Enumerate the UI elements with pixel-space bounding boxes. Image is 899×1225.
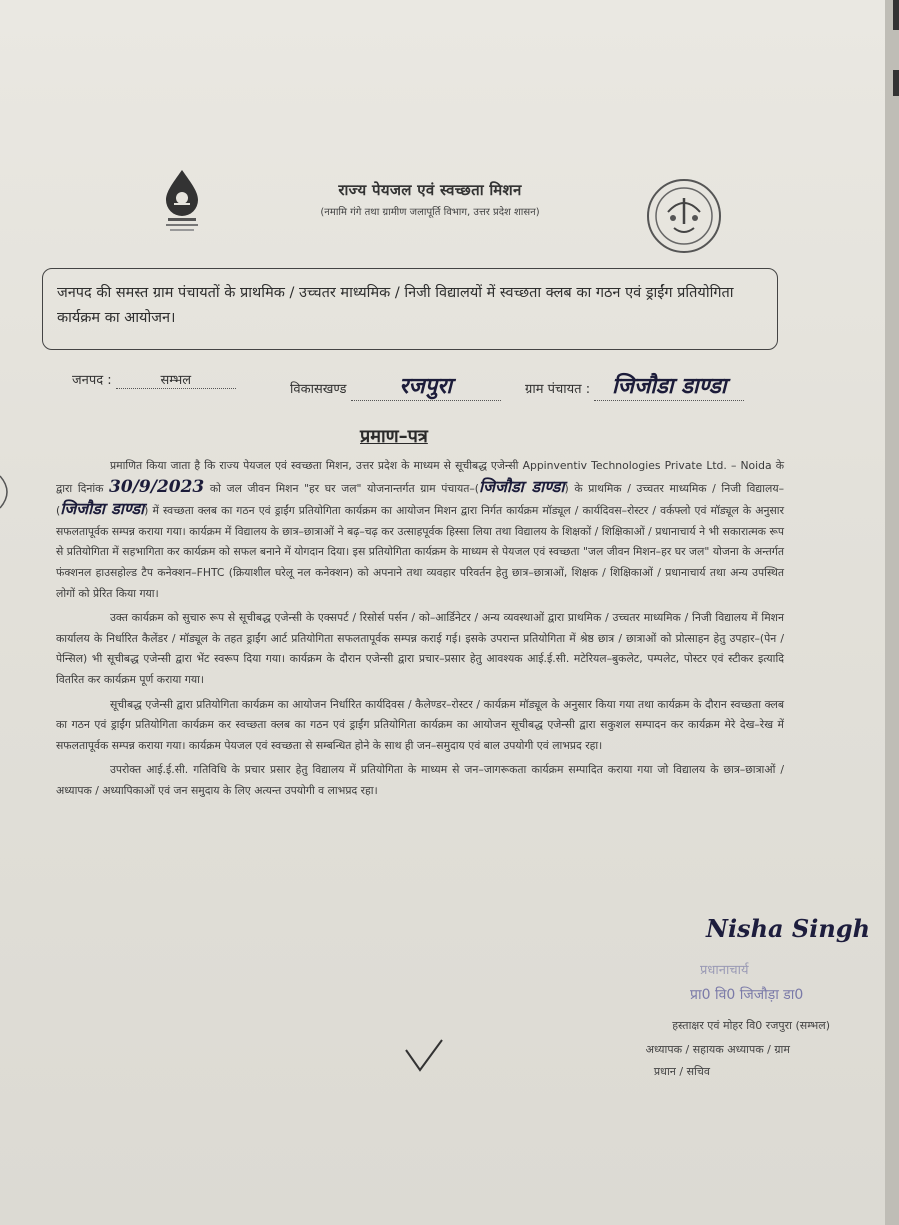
pen-mark (404, 1036, 444, 1076)
org-name: राज्य पेयजल एवं स्वच्छता मिशन (338, 181, 522, 199)
dept-name: (नमामि गंगे तथा ग्रामीण जलापूर्ति विभाग, उत्तर प्रदेश शासन) (320, 207, 540, 218)
block-value: रजपुरा (351, 370, 501, 401)
paragraph-2: उक्त कार्यक्रम को सुचारु रूप से सूचीबद्ध एजेन्सी के एक्सपर्ट / रिसोर्स पर्सन / को–आर्डिनेटर / अन्य व्यवस्थाओं द्वारा प्राथमिक / उच्चतर माध्यमिक / निजी विद्यालय में मिशन कार्यालय के निर्धारित कैलेंडर / मॉड्यूल के तहत ड्राईंग आर्ट प्रतियोगिता सफलतापूर्वक सम्पन्न कराई गई। इसके उपरान्त प्रतियोगिता में श्रेष्ठ छात्र / छात्राओं को प्रोत्साहन हेतु उपहार–(पेन / पेन्सिल) भी सूचीबद्ध एजेन्सी द्वारा भेंट स्वरूप दिया गया। कार्यक्रम के दौरान एजेन्सी द्वारा प्रचार–प्रसार हेतु आवश्यक आई.ई.सी. मटेरियल–बुकलेट, पम्पलेट, पोस्टर एवं स्टीकर इत्यादि वितरित कर कार्यक्रम पूर्ण कराया गया। (56, 611, 784, 686)
p1-text-b: को जल जीवन मिशन "हर घर जल" योजनान्तर्गत ग्राम पंचायत–( (209, 481, 480, 495)
paragraph-3: सूचीबद्ध एजेन्सी द्वारा प्रतियोगिता कार्यक्रम का आयोजन निर्धारित कार्यदिवस / कैलेण्डर–रोस्टर / कार्यक्रम मॉड्यूल के अनुसार किया गया तथा कार्यक्रम के दौरान स्वच्छता क्लब का गठन एवं ड्राईंग प्रतियोगिता कार्यक्रम कर स्वच्छता क्लब का गठन एवं ड्राईंग प्रतियोगिता कार्यक्रम का आयोजन सूचीबद्ध एजेन्सी द्वारा सकुशल सम्पादन कर कार्यक्रम मेरे देख–रेख में सफलतापूर्वक सम्पन्न कराया गया। कार्यक्रम पेयजल एवं स्वच्छता से सम्बन्धित होने के साथ ही जन–समुदाय एवं बाल उपयोगी एवं लाभप्रद रहा। (56, 697, 784, 752)
jal-jeevan-mission-logo (158, 168, 206, 238)
up-government-seal (640, 176, 728, 256)
page-edge (885, 0, 899, 1225)
edge-mark (893, 0, 899, 30)
district-field (72, 370, 236, 389)
certificate-title: प्रमाण–पत्र (360, 426, 428, 447)
p1-text-c: ) के प्राथमिक / उच्चतर माध्यमिक / निजी विद्यालय–( (56, 481, 784, 518)
stamp-designation: प्रधानाचार्य (700, 963, 749, 978)
p1-text-d: ) में स्वच्छता क्लब का गठन एवं ड्राईंग प्रतियोगिता कार्यक्रम का आयोजन मिशन द्वारा निर्गत कार्यक्रम मॉड्यूल / कार्यदिवस–रोस्टर / वर्कफ्लो एवं मॉड्यूल के अनुसार सफलतापूर्वक सम्पन्न कराया गया। कार्यक्रम में विद्यालय के छात्र–छात्राओं ने बढ़–चढ़ कर उत्साहपूर्वक हिस्सा लिया तथा विद्यालय के शिक्षकों / शिक्षिकाओं / प्रधानाचार्य ने भी सकारात्मक रूप से प्रतियोगिता में सहभागिता कर कार्यक्रम को सफल बनाने में योगदान दिया। इस प्रतियोगिता कार्यक्रम के माध्यम से पेयजल एवं स्वच्छता "जल जीवन मिशन–हर घर जल" योजना के अन्तर्गत फंक्शनल हाउसहोल्ड टैप कनेक्शन–FHTC (क्रियाशील घरेलू नल कनेक्शन) को अपनाने तथा व्यवहार परिवर्तन हेतु छात्र–छात्राओं, शिक्षक / शिक्षिकाओं / प्रधानाचार्य तथा अन्य उपस्थित लोगों को प्रेरित किया गया। (56, 504, 784, 600)
paragraph-1 (56, 456, 784, 604)
certificate-body (56, 456, 784, 806)
paragraph-4: उपरोक्त आई.ई.सी. गतिविधि के प्रचार प्रसार हेतु विद्यालय में प्रतियोगिता के माध्यम से जन–जागरूकता कार्यक्रम सम्पादित कराया गया जो विद्यालय के छात्र–छात्राओं / अध्यापक / अध्यापिकाओं एवं जन समुदाय के लिए अत्यन्त उपयोगी व लाभप्रद रहा। (56, 763, 784, 797)
sign-line-2: अध्यापक / सहायक अध्यापक / ग्राम (645, 1043, 790, 1056)
gp-value: जिजौडा डाण्डा (594, 370, 744, 401)
sign-line-3: प्रधान / सचिव (653, 1065, 710, 1078)
binder-hole-mark (0, 472, 20, 512)
edge-mark (893, 70, 899, 96)
p1-gram-panchayat: जिजौडा डाण्डा (479, 476, 565, 496)
gp-label: ग्राम पंचायत : (525, 382, 591, 397)
stamp-school: प्रा0 वि0 जिजौड़ा डा0 (690, 987, 804, 1003)
p1-text-a: प्रमाणित किया जाता है कि राज्य पेयजल एवं स्वच्छता मिशन, उत्तर प्रदेश के माध्यम से सूचीबद्ध एजेन्सी Appinventiv Technologies Private Ltd. – Noida के द्वारा दिनांक (56, 459, 784, 495)
block-field (290, 370, 501, 401)
block-label: विकासखण्ड (290, 382, 347, 397)
gram-panchayat-field (525, 370, 744, 401)
district-value: सम्भल (116, 370, 236, 389)
program-date: 30/9/2023 (109, 476, 205, 497)
p1-school-name: जिजौडा डाण्डा (60, 499, 145, 519)
subject-box: जनपद की समस्त ग्राम पंचायतों के प्राथमिक / उच्चतर माध्यमिक / निजी विद्यालयों में स्वच्छता क्लब का गठन एवं ड्राईंग प्रतियोगिता कार्यक्रम का आयोजन। (42, 268, 778, 350)
district-label: जनपद : (72, 373, 112, 388)
sign-line-1: हस्ताक्षर एवं मोहर वि0 रजपुरा (सम्भल) (672, 1019, 830, 1032)
letterhead (250, 180, 610, 218)
signature: Nisha Singh (706, 914, 871, 943)
